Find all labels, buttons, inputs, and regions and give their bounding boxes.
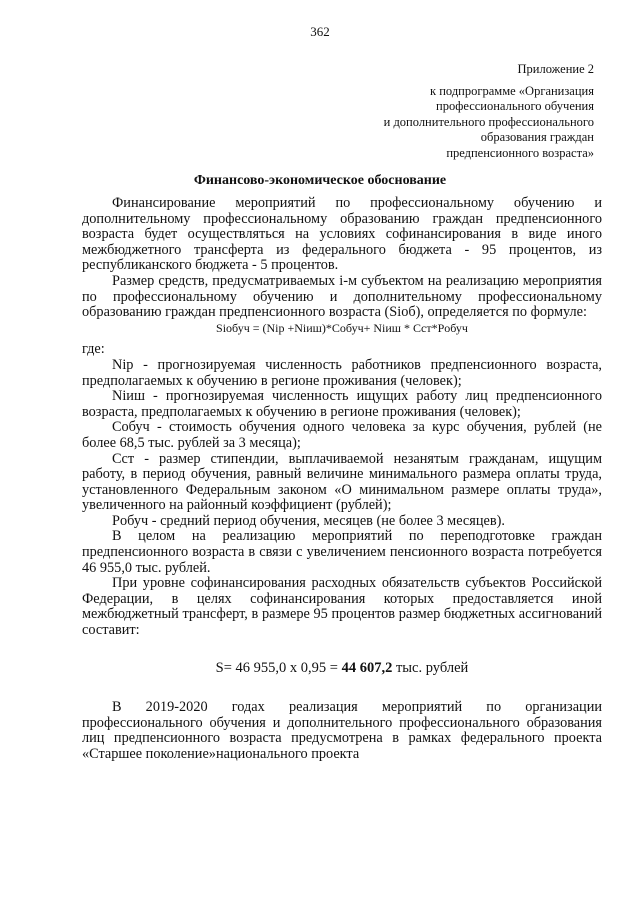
paragraph-cofinancing: При уровне софинансирования расходных обязательств субъектов Российской Федерации, в целях софинансирования которых предоставляется иной межбюджетный трансферт, в размере 95 процентов размер бюджетных ассигнований составит: — [82, 575, 602, 639]
paragraph-financing: Финансирование мероприятий по профессиональному обучению и дополнительному профессиональному образованию граждан предпенсионного возраста будет осуществляться на условиях софинансирования в виде иного межбюджетного трансферта из федерального бюджета - 95 процентов, из республиканского бюджета - 5 процентов. — [82, 195, 602, 274]
appendix-line: предпенсионного возраста» — [446, 145, 594, 160]
definition-cobuch: Cобуч - стоимость обучения одного человека за курс обучения, рублей (не более 68,5 тыс. рублей за 3 месяца); — [82, 419, 602, 451]
appendix-line: образования граждан — [480, 130, 594, 144]
appendix-heading: Приложение 2 — [517, 62, 594, 76]
sum-result: 44 607,2 — [341, 659, 393, 676]
where-label: где: — [82, 341, 105, 358]
definition-nish: Niиш - прогнозируемая численность ищущих работу лиц предпенсионного возраста, предполагаемых к обучению в регионе проживания (человек); — [82, 388, 602, 420]
sum-calculation — [82, 661, 602, 677]
paragraph-amount-definition: Размер средств, предусматриваемых i-м субъектом на реализацию мероприятия по профессиональному обучению и дополнительному профессиональному образованию граждан предпенсионного возраста (Siоб), определяется по формуле: — [82, 272, 602, 321]
sum-suffix: тыс. рублей — [392, 659, 469, 676]
appendix-line: к подпрограмме «Организация — [430, 83, 594, 98]
paragraph-total-need: В целом на реализацию мероприятий по переподготовке граждан предпенсионного возраста в связи с увеличением пенсионного возраста потребуется 46 955,0 тыс. рублей. — [82, 528, 602, 576]
document-title: Финансово-экономическое обоснование — [193, 173, 447, 188]
definition-nip: Nip - прогнозируемая численность работников предпенсионного возраста, предполагаемых к обучению в регионе проживания (человек); — [82, 356, 602, 389]
page-number: 362 — [310, 24, 330, 39]
definition-cst: Cст - размер стипендии, выплачиваемой незанятым гражданам, ищущим работу, в период обучения, равный величине минимального размера оплаты труда, установленного Федеральным законом «О минимальном размере оплаты труда», увеличенного на районный коэффициент (рублей); — [82, 450, 602, 514]
paragraph-2019-2020: В 2019-2020 годах реализация мероприятий по организации профессионального обучения и дополнительного профессионального образования лиц предпенсионного возраста предусмотрена в рамках федерального проекта «Старшее поколение»национального проекта — [82, 699, 602, 762]
appendix-block — [384, 62, 594, 161]
formula: Siобуч = (Nip +Niиш)*Cобуч+ Niиш * Cст*Pобуч — [216, 320, 468, 335]
definition-pobuch: Pобуч - средний период обучения, месяцев (не более 3 месяцев). — [112, 512, 505, 529]
sum-prefix: S= 46 955,0 х 0,95 = — [215, 659, 342, 676]
document-body — [82, 196, 602, 763]
appendix-line: профессионального обучения — [436, 99, 594, 113]
appendix-line: и дополнительного профессионального — [383, 114, 594, 129]
